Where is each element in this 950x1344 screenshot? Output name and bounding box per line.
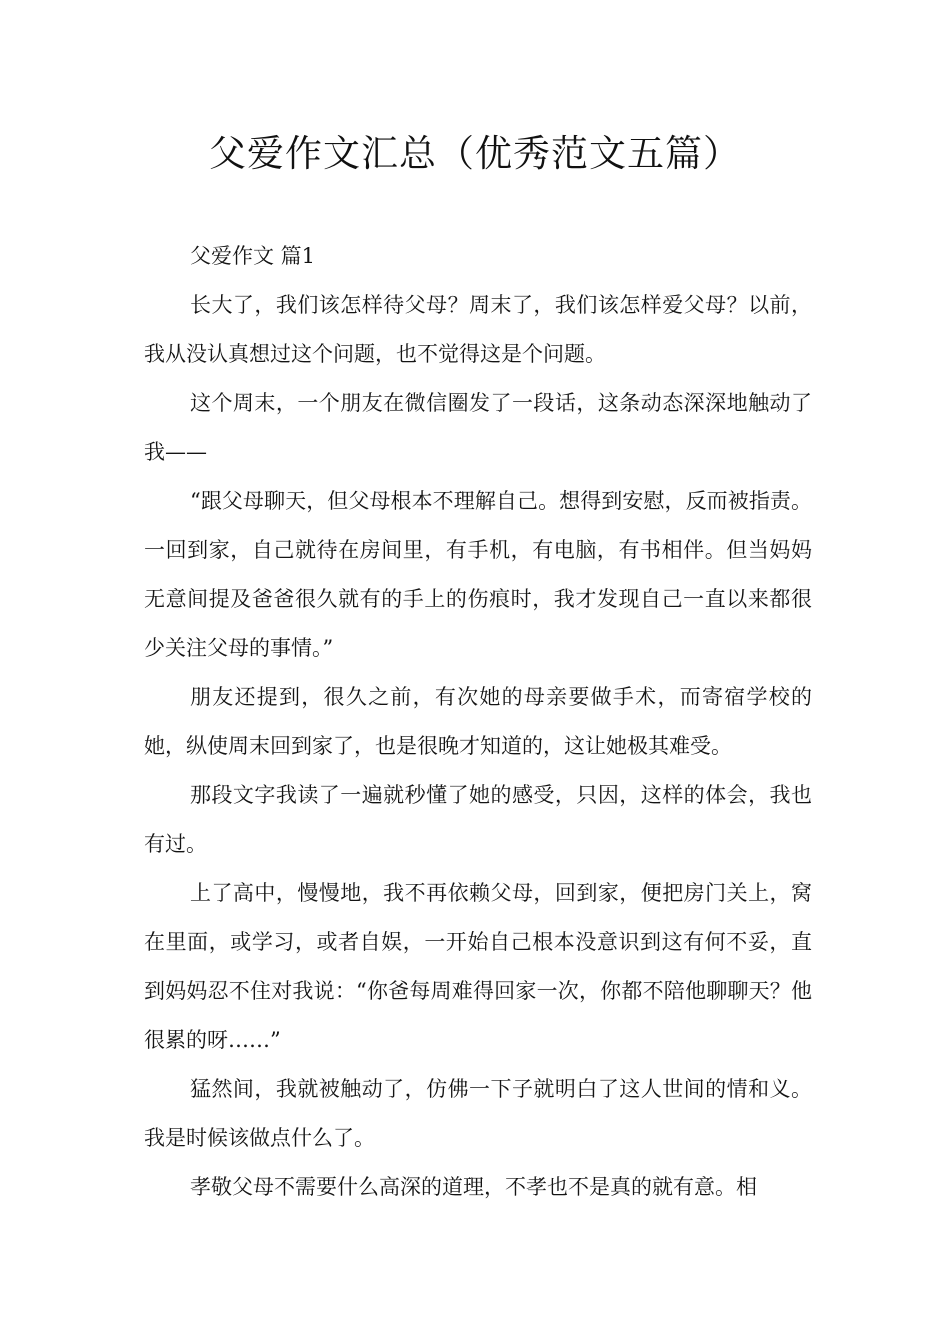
document-title: 父爱作文汇总（优秀范文五篇） bbox=[209, 132, 741, 175]
paragraph: 孝敬父母不需要什么高深的道理，不孝也不是真的就有意。相 bbox=[190, 1175, 757, 1199]
paragraph: 那段文字我读了一遍就秒懂了她的感受，只因，这样的体会，我也有过。 bbox=[144, 783, 812, 856]
document-body bbox=[144, 232, 812, 1212]
paragraph: 猛然间，我就被触动了，仿佛一下子就明白了这人世间的情和义。我是时候该做点什么了。 bbox=[144, 1077, 812, 1150]
section-heading: 父爱作文 篇1 bbox=[190, 244, 316, 268]
paragraph: 这个周末，一个朋友在微信圈发了一段话，这条动态深深地触动了我—— bbox=[144, 391, 812, 464]
paragraph: “跟父母聊天，但父母根本不理解自己。想得到安慰，反而被指责。一回到家，自己就待在房间里，有手机，有电脑，有书相伴。但当妈妈无意间提及爸爸很久就有的手上的伤痕时，我才发现自己一直以来都很少关注父母的事情。” bbox=[144, 489, 812, 660]
paragraph: 朋友还提到，很久之前，有次她的母亲要做手术，而寄宿学校的她，纵使周末回到家了，也是很晚才知道的，这让她极其难受。 bbox=[144, 685, 812, 758]
paragraph: 长大了，我们该怎样待父母？周末了，我们该怎样爱父母？以前，我从没认真想过这个问题，也不觉得这是个问题。 bbox=[144, 293, 812, 366]
paragraph: 上了高中，慢慢地，我不再依赖父母，回到家，便把房门关上，窝在里面，或学习，或者自娱，一开始自己根本没意识到这有何不妥，直到妈妈忍不住对我说：“你爸每周难得回家一次，你都不陪他聊聊天？他很累的呀……” bbox=[144, 881, 812, 1052]
